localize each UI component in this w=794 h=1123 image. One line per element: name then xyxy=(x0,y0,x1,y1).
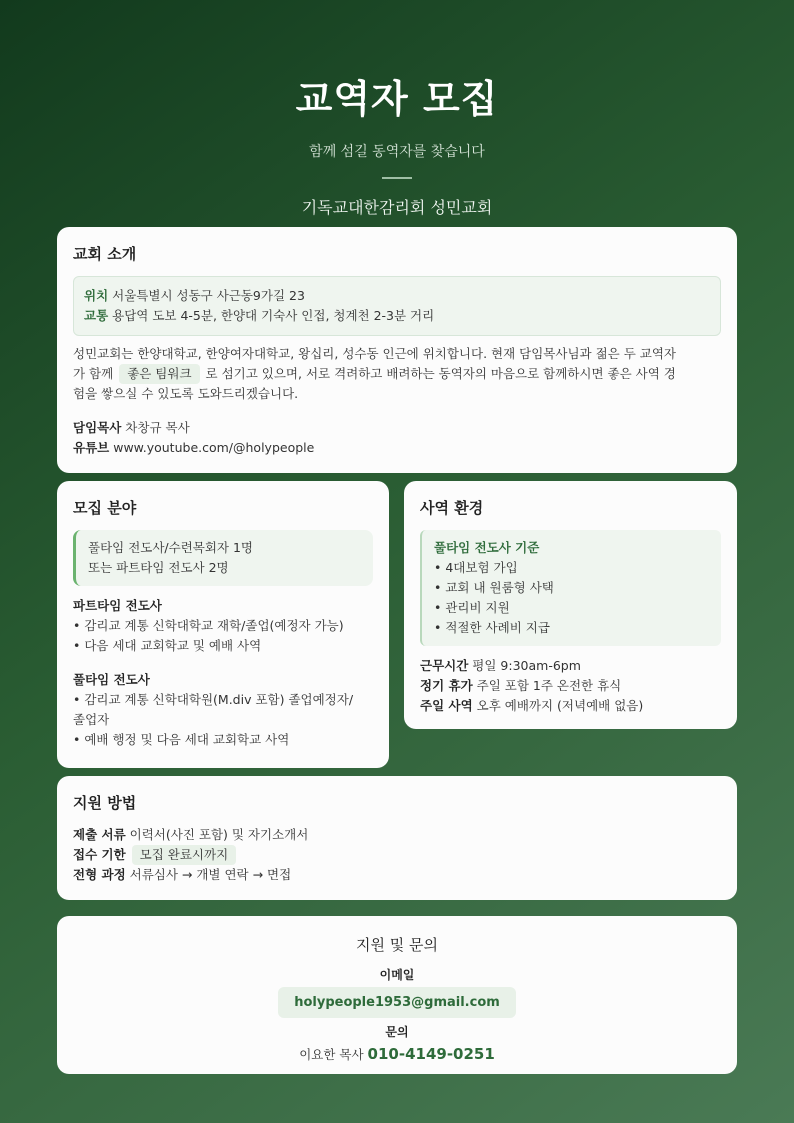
email-label: 이메일 xyxy=(379,968,415,982)
benefit-item: • 교회 내 원룸형 사택 xyxy=(434,580,554,595)
apply-card xyxy=(57,776,737,900)
email-link[interactable]: holypeople1953@gmail.com xyxy=(278,987,516,1018)
intro-card xyxy=(57,227,737,473)
sunday-value: 오후 예배까지 (저녁예배 없음) xyxy=(476,698,644,713)
page-header xyxy=(0,0,794,218)
transport-label: 교통 xyxy=(84,308,109,323)
inquiry-label: 문의 xyxy=(385,1025,409,1039)
benefit-item: • 관리비 지원 xyxy=(434,600,510,615)
docs-label: 제출 서류 xyxy=(73,827,126,842)
intro-desc-line-2b: 로 섬기고 있으며, 서로 격려하고 배려하는 동역자의 마음으로 함께하시면 좋은 사역 경 xyxy=(205,366,676,381)
youtube-link[interactable]: www.youtube.com/@holypeople xyxy=(113,440,315,455)
deadline-label: 접수 기한 xyxy=(73,847,126,862)
header-divider xyxy=(382,177,412,179)
teamwork-chip: 좋은 팀워크 xyxy=(119,364,199,384)
env-box-title: 풀타임 전도사 기준 xyxy=(434,540,540,555)
recruit-title: 모집 분야 xyxy=(73,499,137,517)
transport-value: 용답역 도보 4-5분, 한양대 기숙사 인접, 청계천 2-3분 거리 xyxy=(112,308,435,323)
hours-label: 근무시간 xyxy=(420,658,469,673)
contact-card xyxy=(57,916,737,1074)
church-name: 기독교대한감리회 성민교회 xyxy=(301,198,493,217)
benefit-item: • 적절한 사례비 지급 xyxy=(434,620,550,635)
intro-desc-line-3: 험을 쌓으실 수 있도록 도와드리겠습니다. xyxy=(73,386,299,401)
apply-title: 지원 방법 xyxy=(73,794,137,812)
sunday-label: 주일 사역 xyxy=(420,698,473,713)
part-time-title: 파트타임 전도사 xyxy=(73,598,162,613)
full-time-item-1a: • 감리교 계통 신학대학원(M.div 포함) 졸업예정자/ xyxy=(73,692,354,707)
env-card xyxy=(404,481,737,729)
part-time-item-2: • 다음 세대 교회학교 및 예배 사역 xyxy=(73,638,262,653)
recruit-card xyxy=(57,481,389,768)
process-label: 전형 과정 xyxy=(73,867,126,882)
full-time-title: 풀타임 전도사 xyxy=(73,672,150,687)
location-label: 위치 xyxy=(84,288,109,303)
intro-description xyxy=(73,344,721,404)
recruit-summary-box xyxy=(73,530,373,586)
page-title: 교역자 모집 xyxy=(295,77,499,121)
full-time-item-1b: 졸업자 xyxy=(73,712,110,727)
intro-title: 교회 소개 xyxy=(73,245,137,263)
benefit-item: • 4대보험 가입 xyxy=(434,560,518,575)
location-value: 서울특별시 성동구 사근동9가길 23 xyxy=(112,288,305,303)
vacation-value: 주일 포함 1주 온전한 휴식 xyxy=(476,678,622,693)
docs-value: 이력서(사진 포함) 및 자기소개서 xyxy=(129,827,309,842)
full-time-item-2: • 예배 행정 및 다음 세대 교회학교 사역 xyxy=(73,732,290,747)
intro-desc-line-1: 성민교회는 한양대학교, 한양여자대학교, 왕십리, 성수동 인근에 위치합니다. 현재 담임목사님과 젊은 두 교역자 xyxy=(73,346,676,361)
env-benefits-box xyxy=(420,530,721,646)
process-value: 서류심사 → 개별 연락 → 면접 xyxy=(129,867,292,882)
intro-desc-line-2a: 가 함께 xyxy=(73,366,114,381)
hours-value: 평일 9:30am-6pm xyxy=(472,658,581,673)
pastor-value: 차창규 목사 xyxy=(125,420,190,435)
recruit-summary-1: 풀타임 전도사/수련목회자 1명 xyxy=(88,540,254,555)
pastor-label: 담임목사 xyxy=(73,420,122,435)
part-time-item-1: • 감리교 계통 신학대학교 재학/졸업(예정자 가능) xyxy=(73,618,344,633)
recruit-summary-2: 또는 파트타임 전도사 2명 xyxy=(88,560,229,575)
location-box xyxy=(73,276,721,336)
phone-number[interactable]: 010-4149-0251 xyxy=(367,1045,495,1063)
vacation-label: 정기 휴가 xyxy=(420,678,473,693)
page-subtitle: 함께 섬길 동역자를 찾습니다 xyxy=(309,144,485,160)
contact-title: 지원 및 문의 xyxy=(356,936,438,954)
deadline-chip: 모집 완료시까지 xyxy=(132,845,237,865)
env-title: 사역 환경 xyxy=(420,499,484,517)
contact-person: 이요한 목사 xyxy=(299,1047,364,1062)
youtube-label: 유튜브 xyxy=(73,440,110,455)
